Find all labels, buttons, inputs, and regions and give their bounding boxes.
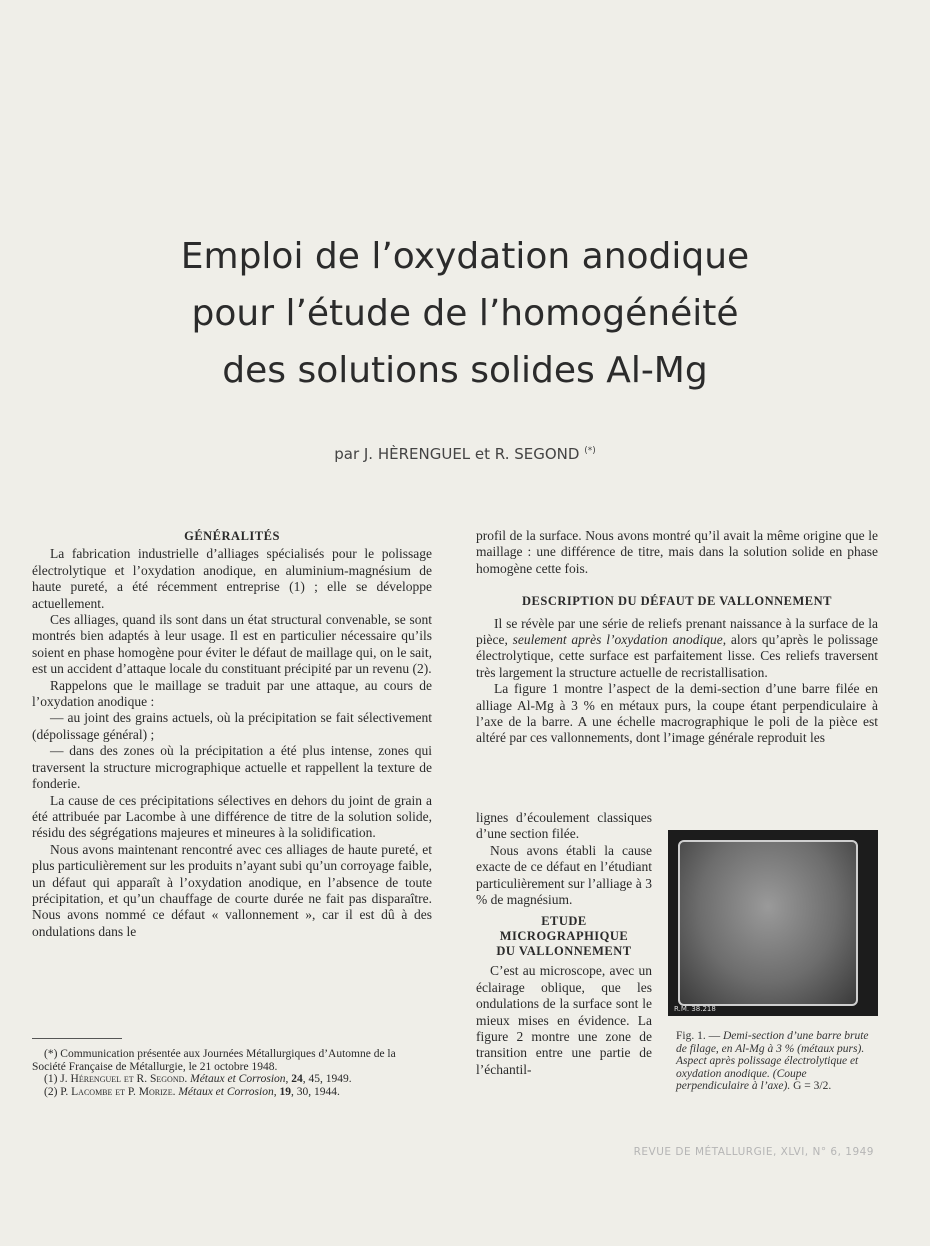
author-footnote-marker: (*) <box>584 446 596 456</box>
article-title <box>60 228 870 399</box>
section-heading-generalites: GÉNÉRALITÉS <box>184 529 280 543</box>
right-column <box>476 528 878 747</box>
footnotes <box>32 1048 432 1098</box>
journal-footer: REVUE DE MÉTALLURGIE, XLVI, N° 6, 1949 <box>633 1146 874 1158</box>
paragraph-continuation: lignes d’écoulement classiques d’une section filée. <box>476 810 652 842</box>
footnote-authors: Lacombe et P. Morize <box>71 1085 173 1098</box>
footnote-1: (1) J. Hérenguel et R. Segond. Métaux et Corrosion, 24, 45, 1949. <box>44 1073 352 1085</box>
section-heading-micrographique <box>476 914 652 959</box>
footnote-divider <box>32 1038 122 1039</box>
footnote-pages: , 30, 1944. <box>290 1085 340 1098</box>
bar-section-image <box>678 840 858 1006</box>
byline <box>0 445 930 463</box>
list-item: — dans des zones où la précipitation a été plus intense, zones qui traversent la structure micrographique actuelle et rappellent la texture de fonderie. <box>32 743 432 792</box>
figure-1-photo <box>668 830 878 1016</box>
caption-text: Demi-section d’une barre brute de filage, en Al-Mg à 3 % (métaux purs). Aspect après polissage électrolytique et oxydation anodique. (Coupe perpendiculaire à l’axe). <box>676 1030 869 1092</box>
figure-label: Fig. 1. — <box>676 1030 721 1042</box>
footnote-volume: 24 <box>291 1073 303 1085</box>
paragraph: La figure 1 montre l’aspect de la demi-section d’une barre filée en alliage Al-Mg à 3 % en métaux purs, la coupe étant perpendiculaire à l’axe de la barre. A une échelle macrographique le poli de la pièce est altéré par ces vallonnements, dont l’image générale reproduit les <box>476 681 878 746</box>
paragraph: Ces alliages, quand ils sont dans un état structural convenable, se sont montrés bien adaptés à leur usage. Il est en particulier nécessaire qu’ils soient en phase homogène pour éviter le défaut de maillage qui, on le sait, est un accident d’attaque locale du constituant précipité par un revenu (2). <box>32 612 432 677</box>
left-column <box>32 528 432 940</box>
emphasis: seulement après l’oxydation anodique <box>512 632 723 648</box>
figure-1-caption <box>676 1030 876 1093</box>
paragraph: Nous avons maintenant rencontré avec ces alliages de haute pureté, et plus particulièrement sur les produits n’ayant subi qu’un corroyage faible, un défaut qui apparaît à l’oxydation anodique, en l’absence de toute précipitation, et qu’un chauffage de courte durée ne fait pas disparaître. Nous avons nommé ce défaut « vallonnement », car il est dû à des ondulations dans le <box>32 841 432 939</box>
footnote-journal: Métaux et Corrosion <box>178 1085 274 1098</box>
heading-line: ETUDE <box>541 914 587 929</box>
paragraph: C’est au microscope, avec un éclairage oblique, que les ondulations de la surface sont le mieux mises en évidence. La figure 2 montre une zone de transition entre une partie de l’échantil- <box>476 963 652 1077</box>
title-line-2: pour l’étude de l’homogénéité <box>191 293 739 334</box>
paragraph: La fabrication industrielle d’alliages spécialisés pour le polissage électrolytique et l’oxydation anodique, en aluminium-magnésium de haute pureté, a été récemment entreprise (1) ; elle se développe actuellement. <box>32 546 432 611</box>
footnote-volume: 19 <box>279 1085 291 1098</box>
footnote-pages: , 45, 1949. <box>302 1073 352 1085</box>
title-line-3: des solutions solides Al-Mg <box>222 350 708 391</box>
paragraph: Rappelons que le maillage se traduit par une attaque, au cours de l’oxydation anodique : <box>32 677 432 710</box>
figure-scale: G = 3/2. <box>793 1080 832 1092</box>
paragraph: La cause de ces précipitations sélectives en dehors du joint de grain a été attribuée par Lacombe à une différence de titre de la solution solide, résidu des ségrégations majeures et mineures à la solidification. <box>32 792 432 841</box>
paragraph-continuation: profil de la surface. Nous avons montré qu’il avait la même origine que le maillage : une différence de titre, mais dans la solution solide en phase homogène cette fois. <box>476 528 878 576</box>
authors: par J. HÈRENGUEL et R. SEGOND <box>334 445 580 463</box>
footnote-communication: (*) Communication présentée aux Journées Métallurgiques d’Automne de la Société Française de Métallurgie, le 21 octobre 1948. <box>32 1048 396 1073</box>
section-heading-description: DESCRIPTION DU DÉFAUT DE VALLONNEMENT <box>522 594 832 609</box>
heading-line: DU VALLONNEMENT <box>496 944 632 959</box>
footnote-journal: Métaux et Corrosion <box>190 1073 286 1085</box>
title-line-1: Emploi de l’oxydation anodique <box>180 236 750 277</box>
footnote-2: (2) P. Lacombe et P. Morize. Métaux et Corrosion, 19, 30, 1944. <box>44 1085 340 1098</box>
list-item: — au joint des grains actuels, où la précipitation se fait sélectivement (dépolissage général) ; <box>32 710 432 742</box>
text-run: Il se révèle par une série de reliefs prenant naissance à la surface de la pièce, <box>476 615 878 648</box>
footnote-authors: Hérenguel et R. Segond <box>70 1073 185 1085</box>
footnote-number: (1) J. <box>44 1073 71 1085</box>
figure-reference: R.M. 38.218 <box>674 1005 716 1013</box>
text-run: , alors qu’après le polissage électrolytique, cette surface est parfaitement lisse. Ces reliefs traversent très largement la structure actuelle de recristallisation. <box>476 632 878 680</box>
footnote-number: (2) P. <box>44 1085 72 1098</box>
paragraph: Nous avons établi la cause exacte de ce défaut en l’étudiant particulièrement sur l’alliage à 3 % de magnésium. <box>476 842 652 908</box>
heading-line: MICROGRAPHIQUE <box>499 929 629 944</box>
narrow-column <box>476 810 652 1078</box>
paragraph <box>476 616 878 682</box>
